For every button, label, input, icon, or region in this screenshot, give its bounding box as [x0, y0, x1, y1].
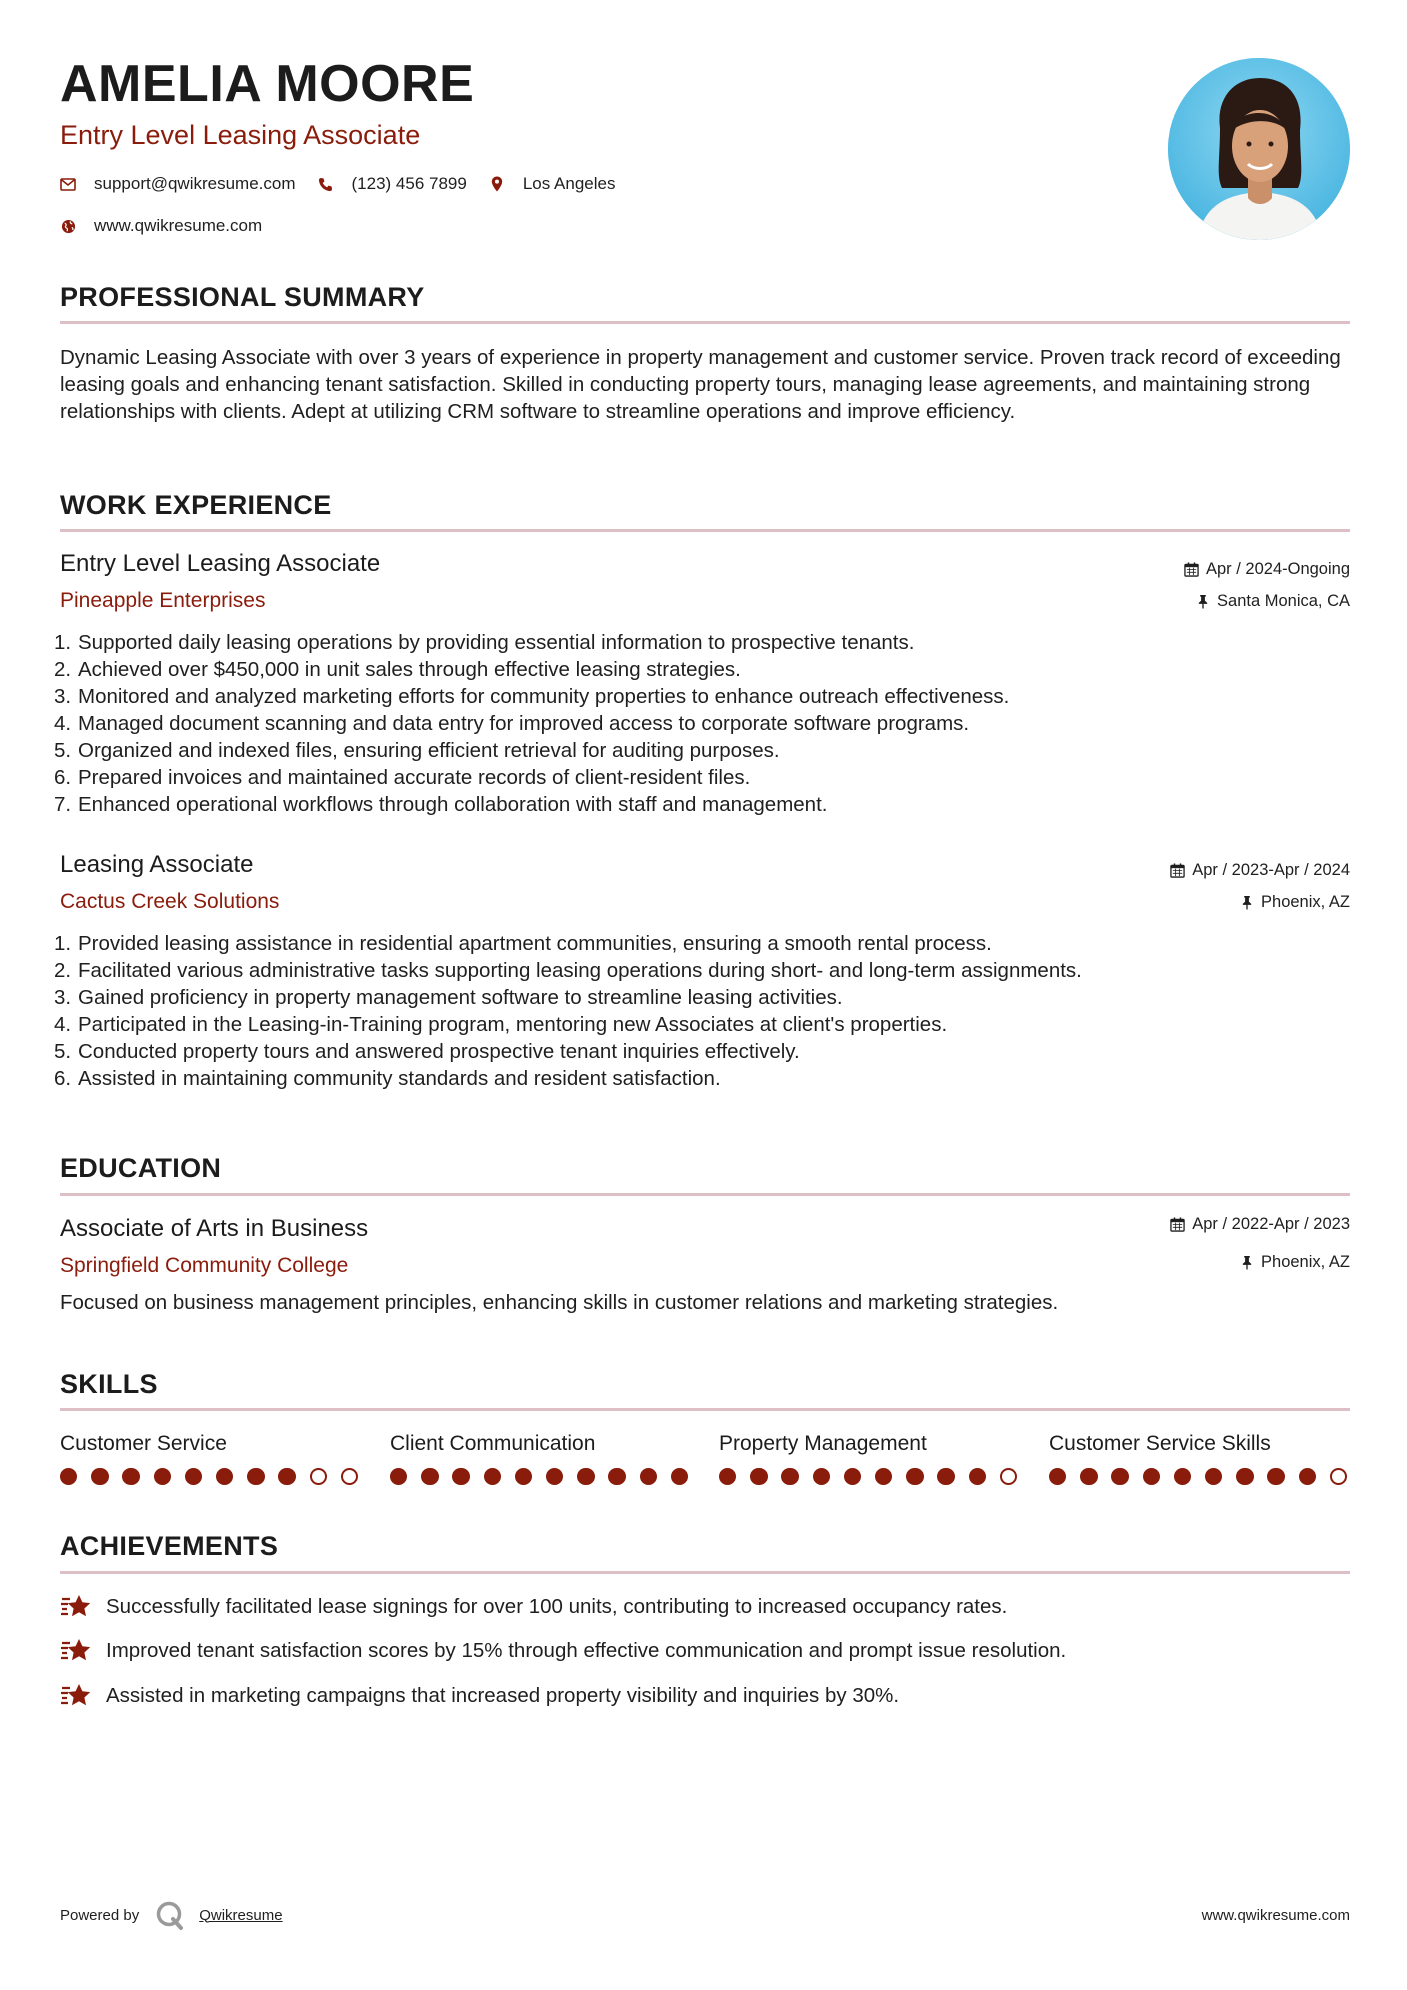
footer-website[interactable]: www.qwikresume.com: [1201, 1907, 1350, 1924]
list-item: 5. Organized and indexed files, ensuring efficient retrieval for auditing purposes.: [54, 739, 780, 762]
map-pin-icon: [489, 176, 505, 192]
rating-dot-filled: [719, 1468, 736, 1485]
rating-dot-filled: [60, 1468, 77, 1485]
achievement-text: Assisted in marketing campaigns that increased property visibility and inquiries by 30%.: [106, 1684, 900, 1707]
contact-row-secondary: [60, 216, 284, 236]
education-heading: EDUCATION: [60, 1153, 222, 1183]
rating-dot-filled: [91, 1468, 108, 1485]
rating-dot-filled: [906, 1468, 923, 1485]
rating-dot-filled: [1049, 1468, 1066, 1485]
calendar-icon: [1184, 562, 1199, 577]
rating-dot-filled: [1299, 1468, 1316, 1485]
job-dates: [1170, 861, 1350, 880]
rating-dot-filled: [1111, 1468, 1128, 1485]
education-location-text: Phoenix, AZ: [1261, 1253, 1350, 1271]
globe-icon: [60, 218, 76, 234]
rating-dot-filled: [1267, 1468, 1284, 1485]
education-divider: [60, 1193, 1350, 1196]
degree-title: Associate of Arts in Business: [60, 1215, 369, 1242]
achievements-heading: ACHIEVEMENTS: [60, 1531, 279, 1561]
experience-heading: WORK EXPERIENCE: [60, 490, 332, 520]
skill-rating: [1049, 1468, 1349, 1485]
summary-heading: PROFESSIONAL SUMMARY: [60, 282, 425, 312]
rating-dot-filled: [969, 1468, 986, 1485]
rating-dot-filled: [1236, 1468, 1253, 1485]
skill-name: Client Communication: [390, 1432, 596, 1455]
calendar-icon: [1170, 863, 1185, 878]
rating-dot-filled: [546, 1468, 563, 1485]
skill-rating: [60, 1468, 360, 1485]
job-company: Cactus Creek Solutions: [60, 890, 280, 913]
profile-photo: [1168, 58, 1350, 240]
rating-dot-filled: [390, 1468, 407, 1485]
list-item: 6. Assisted in maintaining community standards and resident satisfaction.: [54, 1067, 721, 1090]
envelope-icon: [60, 176, 76, 192]
rating-dot-filled: [122, 1468, 139, 1485]
rating-dot-filled: [875, 1468, 892, 1485]
skill-rating: [390, 1468, 690, 1485]
rating-dot-empty: [341, 1468, 358, 1485]
star-award-icon: [60, 1592, 92, 1622]
candidate-role: Entry Level Leasing Associate: [60, 120, 421, 150]
achievement-item: [60, 1681, 899, 1711]
rating-dot-filled: [671, 1468, 688, 1485]
list-item: 4. Participated in the Leasing-in-Training program, mentoring new Associates at client's properties.: [54, 1013, 948, 1036]
contact-website[interactable]: www.qwikresume.com: [94, 216, 263, 235]
footer-powered-by: [60, 1900, 283, 1930]
job-location-text: Phoenix, AZ: [1261, 893, 1350, 911]
list-item: 1. Provided leasing assistance in residential apartment communities, ensuring a smooth rental process.: [54, 932, 992, 955]
job-dates: [1184, 560, 1350, 579]
achievement-item: [60, 1636, 1066, 1666]
list-item: 4. Managed document scanning and data entry for improved access to corporate software programs.: [54, 712, 970, 735]
skill-name: Customer Service: [60, 1432, 227, 1455]
rating-dot-filled: [813, 1468, 830, 1485]
skill-name: Customer Service Skills: [1049, 1432, 1271, 1455]
qwikresume-link[interactable]: Qwikresume: [199, 1906, 283, 1924]
skill-name: Property Management: [719, 1432, 927, 1455]
list-item: 5. Conducted property tours and answered prospective tenant inquiries effectively.: [54, 1040, 800, 1063]
list-item: 2. Facilitated various administrative tasks supporting leasing operations during short- and long-term assignments.: [54, 959, 1082, 982]
pushpin-icon: [1195, 594, 1210, 609]
rating-dot-filled: [484, 1468, 501, 1485]
rating-dot-filled: [216, 1468, 233, 1485]
rating-dot-filled: [278, 1468, 295, 1485]
rating-dot-filled: [247, 1468, 264, 1485]
qwikresume-logo-icon: [155, 1900, 185, 1930]
rating-dot-filled: [640, 1468, 657, 1485]
job-location-text: Santa Monica, CA: [1217, 592, 1350, 610]
skills-heading: SKILLS: [60, 1369, 158, 1399]
rating-dot-filled: [1143, 1468, 1160, 1485]
skill-client-communication: [390, 1432, 690, 1485]
list-item: 7. Enhanced operational workflows through collaboration with staff and management.: [54, 793, 828, 816]
star-award-icon: [60, 1636, 92, 1666]
contact-phone[interactable]: (123) 456 7899: [351, 174, 467, 193]
achievement-item: [60, 1592, 1007, 1622]
job-location: [1195, 592, 1350, 611]
phone-icon: [318, 176, 334, 192]
list-item: 6. Prepared invoices and maintained accurate records of client-resident files.: [54, 766, 751, 789]
rating-dot-empty: [1000, 1468, 1017, 1485]
education-location: [1239, 1253, 1350, 1272]
rating-dot-filled: [154, 1468, 171, 1485]
list-item: 1. Supported daily leasing operations by providing essential information to prospective tenants.: [54, 631, 915, 654]
school-name: Springfield Community College: [60, 1254, 349, 1277]
achievements-divider: [60, 1571, 1350, 1574]
job-company: Pineapple Enterprises: [60, 589, 266, 612]
job-title: Entry Level Leasing Associate: [60, 550, 381, 577]
job-location: [1239, 893, 1350, 912]
education-dates: [1170, 1215, 1350, 1234]
skill-customer-service: [60, 1432, 360, 1485]
education-description: Focused on business management principles, enhancing skills in customer relations and marketing strategies.: [60, 1291, 1059, 1314]
candidate-name: AMELIA MOORE: [60, 55, 475, 113]
skills-divider: [60, 1408, 1350, 1411]
rating-dot-filled: [1205, 1468, 1222, 1485]
achievement-text: Successfully facilitated lease signings for over 100 units, contributing to increased occupancy rates.: [106, 1595, 1008, 1618]
job-title: Leasing Associate: [60, 851, 254, 878]
achievement-text: Improved tenant satisfaction scores by 15% through effective communication and prompt issue resolution.: [106, 1639, 1067, 1662]
job-dates-text: Apr / 2023-Apr / 2024: [1192, 861, 1350, 879]
list-item: 3. Gained proficiency in property management software to streamline leasing activities.: [54, 986, 843, 1009]
rating-dot-filled: [781, 1468, 798, 1485]
contact-location: Los Angeles: [522, 174, 616, 193]
powered-by-label: Powered by: [60, 1906, 140, 1924]
rating-dot-filled: [608, 1468, 625, 1485]
pushpin-icon: [1239, 895, 1254, 910]
rating-dot-filled: [452, 1468, 469, 1485]
rating-dot-filled: [844, 1468, 861, 1485]
rating-dot-filled: [937, 1468, 954, 1485]
summary-divider: [60, 321, 1350, 324]
rating-dot-filled: [515, 1468, 532, 1485]
experience-divider: [60, 529, 1350, 532]
skill-property-management: [719, 1432, 1019, 1485]
rating-dot-filled: [577, 1468, 594, 1485]
rating-dot-filled: [750, 1468, 767, 1485]
rating-dot-empty: [1330, 1468, 1347, 1485]
star-award-icon: [60, 1681, 92, 1711]
job-bullets: [54, 930, 1354, 1092]
pushpin-icon: [1239, 1255, 1254, 1270]
rating-dot-filled: [421, 1468, 438, 1485]
calendar-icon: [1170, 1217, 1185, 1232]
rating-dot-filled: [1174, 1468, 1191, 1485]
contact-email[interactable]: support@qwikresume.com: [94, 174, 296, 193]
rating-dot-filled: [185, 1468, 202, 1485]
rating-dot-filled: [1080, 1468, 1097, 1485]
job-bullets: [54, 629, 1354, 818]
rating-dot-empty: [310, 1468, 327, 1485]
summary-text: Dynamic Leasing Associate with over 3 years of experience in property management and customer service. Proven track record of exceeding leasing goals and enhancing tenant satisfaction. Skilled in conducting property tours, managing lease agreements, and maintaining strong relationships with clients. Adept at utilizing CRM software to streamline operations and improve efficiency.: [60, 346, 1341, 423]
skill-customer-service-skills: [1049, 1432, 1349, 1485]
job-dates-text: Apr / 2024-Ongoing: [1205, 560, 1350, 578]
skill-rating: [719, 1468, 1019, 1485]
contact-row-primary: [60, 174, 637, 194]
list-item: 2. Achieved over $450,000 in unit sales through effective leasing strategies.: [54, 658, 741, 681]
education-dates-text: Apr / 2022-Apr / 2023: [1192, 1215, 1350, 1233]
list-item: 3. Monitored and analyzed marketing efforts for community properties to enhance outreach effectiveness.: [54, 685, 1010, 708]
